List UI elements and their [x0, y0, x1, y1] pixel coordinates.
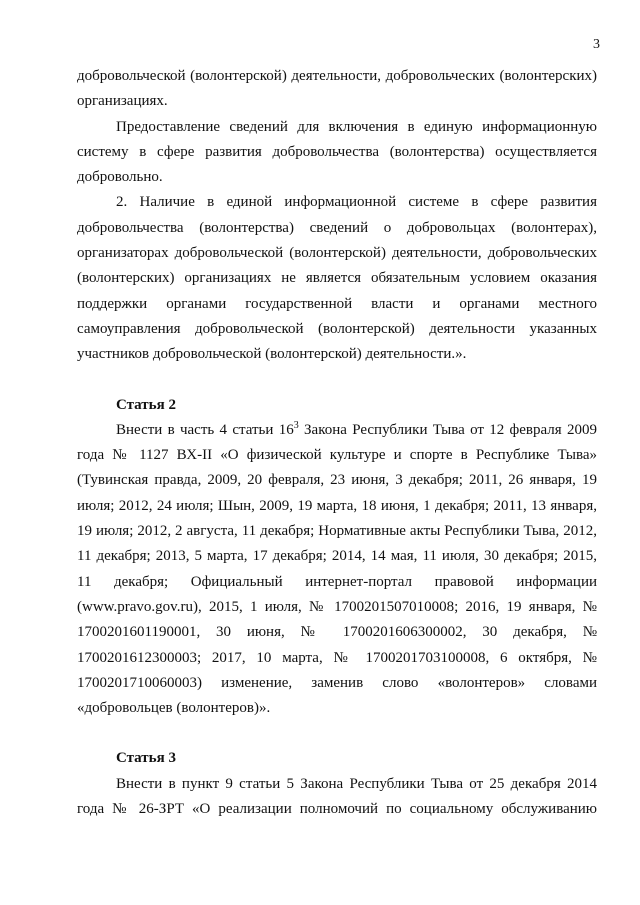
article-3-heading: Статья 3	[116, 750, 176, 767]
article-2-text	[77, 418, 597, 722]
paragraph-continuation: добровольческой (волонтерской) деятельности, добровольческих (волонтерских) организациях.	[77, 68, 597, 110]
paragraph-item-2: 2. Наличие в единой информационной системе в сфере развития добровольчества (волонтерства) сведений о добровольцах (волонтерах), организаторах добровольческой (волонтерской) деятельности, добровольческих (волонтерских) организациях не является обязательным условием оказания поддержки органами государственной власти и органами местного самоуправления добровольческой (волонтерской) деятельности указанных участников добровольческой (волонтерской) деятельности.».	[77, 194, 597, 363]
spacer	[77, 368, 597, 393]
article-2-text-rest: Закона Республики Тыва от 12 февраля 2009 года № 1127 ВХ-II «О физической культуре и спорте в Республике Тыва» (Тувинская правда, 2009, 20 февраля, 23 июня, 3 декабря; 2011, 26 января, 19 июля; 2012, 24 июля; Шын, 2009, 19 марта, 18 июня, 1 декабря; 2011, 13 января, 19 июля; 2012, 2 августа, 11 декабря; Нормативные акты Республики Тыва, 2012, 11 декабря; 2013, 5 марта, 17 декабря; 2014, 14 мая, 11 июля, 30 декабря; 2015, 11 декабря; Официальный интернет-портал правовой информации (www.pravo.gov.ru), 2015, 1 июля, № 1700201507010008; 2016, 19 января, № 1700201601190001, 30 июня, № 1700201606300002, 30 декабря, № 1700201612300003; 2017, 10 марта, № 1700201703100008, 6 октября, № 1700201710060003) изменение, заменив слово «волонтеров» словами «добровольцев (волонтеров)».	[77, 421, 597, 717]
spacer	[77, 721, 597, 746]
paragraph-provision-voluntary: Предоставление сведений для включения в единую информационную систему в сфере развития добровольчества (волонтерства) осуществляется добровольно.	[77, 118, 597, 186]
article-3-text: Внести в пункт 9 статьи 5 Закона Республики Тыва от 25 декабря 2014 года № 26-ЗРТ «О реализации полномочий по социальному обслуживанию	[77, 775, 597, 818]
article-2-text-start: Внести в часть 4 статьи 16	[116, 421, 294, 438]
article-2-superscript: 3	[293, 419, 299, 431]
page-number: 3	[593, 37, 600, 52]
article-2-heading: Статья 2	[116, 396, 176, 413]
document-body	[77, 64, 597, 822]
